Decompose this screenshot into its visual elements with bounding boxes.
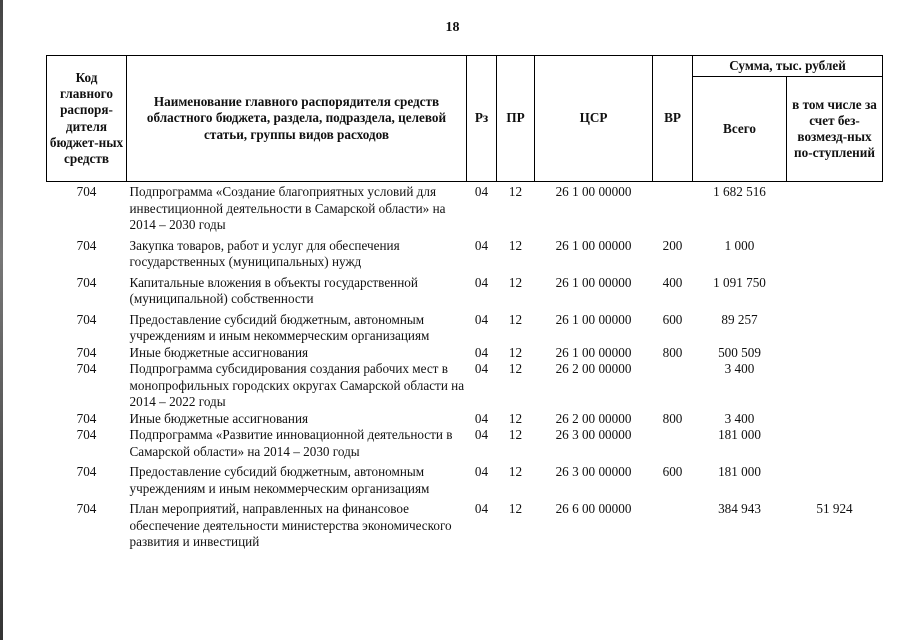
cell-rz: 04 [474, 344, 489, 360]
cell-rz: 04 [474, 410, 489, 426]
cell-csr: 26 6 00 00000 [555, 501, 632, 516]
cell-including: 51 924 [816, 501, 853, 516]
cell-including [787, 312, 883, 345]
cell-csr: 26 1 00 00000 [555, 344, 632, 360]
cell-name: Предоставление субсидий бюджетным, автономным учреждениям и иным некоммерческим организациям [129, 464, 430, 496]
cell-pr: 12 [508, 184, 523, 199]
cell-rz: 04 [474, 501, 489, 516]
table-row [47, 238, 883, 275]
scan-edge [0, 0, 3, 640]
cell-total: 1 000 [724, 237, 755, 253]
cell-vr [653, 182, 693, 238]
cell-including [787, 427, 883, 464]
cell-including [787, 238, 883, 275]
cell-name: Иные бюджетные ассигнования [129, 344, 309, 360]
cell-vr [653, 361, 693, 411]
header-vr: ВР [653, 56, 693, 182]
header-csr: ЦСР [535, 56, 653, 182]
header-total: Всего [693, 77, 787, 182]
cell-name: Предоставление субсидий бюджетным, автономным учреждениям и иным некоммерческим организациям [129, 311, 430, 343]
cell-including [787, 464, 883, 501]
header-sum: Сумма, тыс. рублей [693, 56, 883, 77]
header-name: Наименование главного распорядителя средств областного бюджета, раздела, подраздела, целевой статьи, группы видов расходов [127, 56, 467, 182]
cell-pr: 12 [508, 311, 523, 327]
table-row [47, 312, 883, 345]
cell-csr: 26 1 00 00000 [555, 184, 632, 199]
cell-vr: 200 [662, 237, 683, 253]
cell-vr: 800 [662, 344, 683, 360]
cell-csr: 26 1 00 00000 [555, 311, 632, 327]
header-rz: Рз [467, 56, 497, 182]
table-row [47, 501, 883, 555]
cell-csr: 26 1 00 00000 [555, 274, 632, 290]
cell-name: Подпрограмма субсидирования создания рабочих мест в монопрофильных городских округах Самарской области на 2014 – 2022 годы [129, 361, 465, 409]
cell-total: 384 943 [718, 501, 761, 516]
cell-csr: 26 3 00 00000 [555, 427, 632, 442]
cell-vr: 400 [662, 274, 683, 290]
cell-pr: 12 [508, 501, 523, 516]
cell-code: 704 [76, 237, 97, 253]
cell-code: 704 [76, 427, 97, 442]
cell-rz: 04 [474, 464, 489, 479]
cell-vr: 600 [662, 311, 683, 327]
table-row [47, 182, 883, 238]
table-row [47, 427, 883, 464]
cell-total: 1 682 516 [713, 184, 766, 199]
cell-including [787, 411, 883, 428]
cell-pr: 12 [508, 237, 523, 253]
table-row [47, 361, 883, 411]
header-code: Код главного распоря-дителя бюджет-ных средств [47, 56, 127, 182]
table-header [47, 56, 883, 182]
table-row [47, 345, 883, 362]
cell-total: 3 400 [724, 410, 755, 426]
cell-csr: 26 2 00 00000 [555, 361, 632, 376]
cell-vr: 600 [662, 464, 683, 479]
cell-including [787, 182, 883, 238]
cell-code: 704 [76, 501, 97, 516]
cell-rz: 04 [474, 184, 489, 199]
page-number: 18 [445, 20, 460, 35]
cell-vr [653, 427, 693, 464]
cell-rz: 04 [474, 427, 489, 442]
cell-code: 704 [76, 361, 97, 376]
cell-total: 500 509 [718, 344, 761, 360]
table-row [47, 464, 883, 501]
table-row [47, 275, 883, 312]
budget-table [46, 55, 883, 555]
cell-code: 704 [76, 464, 97, 479]
cell-name: Подпрограмма «Развитие инновационной деятельности в Самарской области» на 2014 – 2030 годы [129, 427, 453, 459]
cell-code: 704 [76, 311, 97, 327]
cell-name: Закупка товаров, работ и услуг для обеспечения государственных (муниципальных) нужд [129, 237, 400, 269]
cell-total: 89 257 [721, 311, 758, 327]
table-row [47, 411, 883, 428]
cell-rz: 04 [474, 361, 489, 376]
header-pr: ПР [497, 56, 535, 182]
cell-total: 3 400 [724, 361, 755, 376]
cell-csr: 26 3 00 00000 [555, 464, 632, 479]
cell-code: 704 [76, 344, 97, 360]
cell-including [787, 361, 883, 411]
cell-vr: 800 [662, 410, 683, 426]
cell-pr: 12 [508, 464, 523, 479]
cell-rz: 04 [474, 274, 489, 290]
cell-including [787, 275, 883, 312]
cell-code: 704 [76, 410, 97, 426]
table-body [47, 182, 883, 555]
cell-code: 704 [76, 274, 97, 290]
cell-pr: 12 [508, 344, 523, 360]
cell-pr: 12 [508, 427, 523, 442]
header-including: в том числе за счет без-возмезд-ных по-ступлений [787, 77, 883, 182]
cell-rz: 04 [474, 311, 489, 327]
cell-name: Иные бюджетные ассигнования [129, 410, 309, 426]
cell-pr: 12 [508, 361, 523, 376]
cell-total: 181 000 [718, 427, 761, 442]
cell-csr: 26 2 00 00000 [555, 410, 632, 426]
cell-name: Капитальные вложения в объекты государственной (муниципальной) собственности [129, 274, 418, 306]
cell-rz: 04 [474, 237, 489, 253]
cell-pr: 12 [508, 274, 523, 290]
cell-code: 704 [76, 184, 97, 199]
cell-total: 181 000 [718, 464, 761, 479]
cell-total: 1 091 750 [713, 274, 766, 290]
cell-including [787, 345, 883, 362]
cell-csr: 26 1 00 00000 [555, 237, 632, 253]
cell-vr [653, 501, 693, 555]
cell-pr: 12 [508, 410, 523, 426]
cell-name: Подпрограмма «Создание благоприятных условий для инвестиционной деятельности в Самарской области» на 2014 – 2030 годы [129, 184, 446, 232]
cell-name: План мероприятий, направленных на финансовое обеспечение деятельности министерства экономического развития и инвестиций [129, 501, 452, 549]
